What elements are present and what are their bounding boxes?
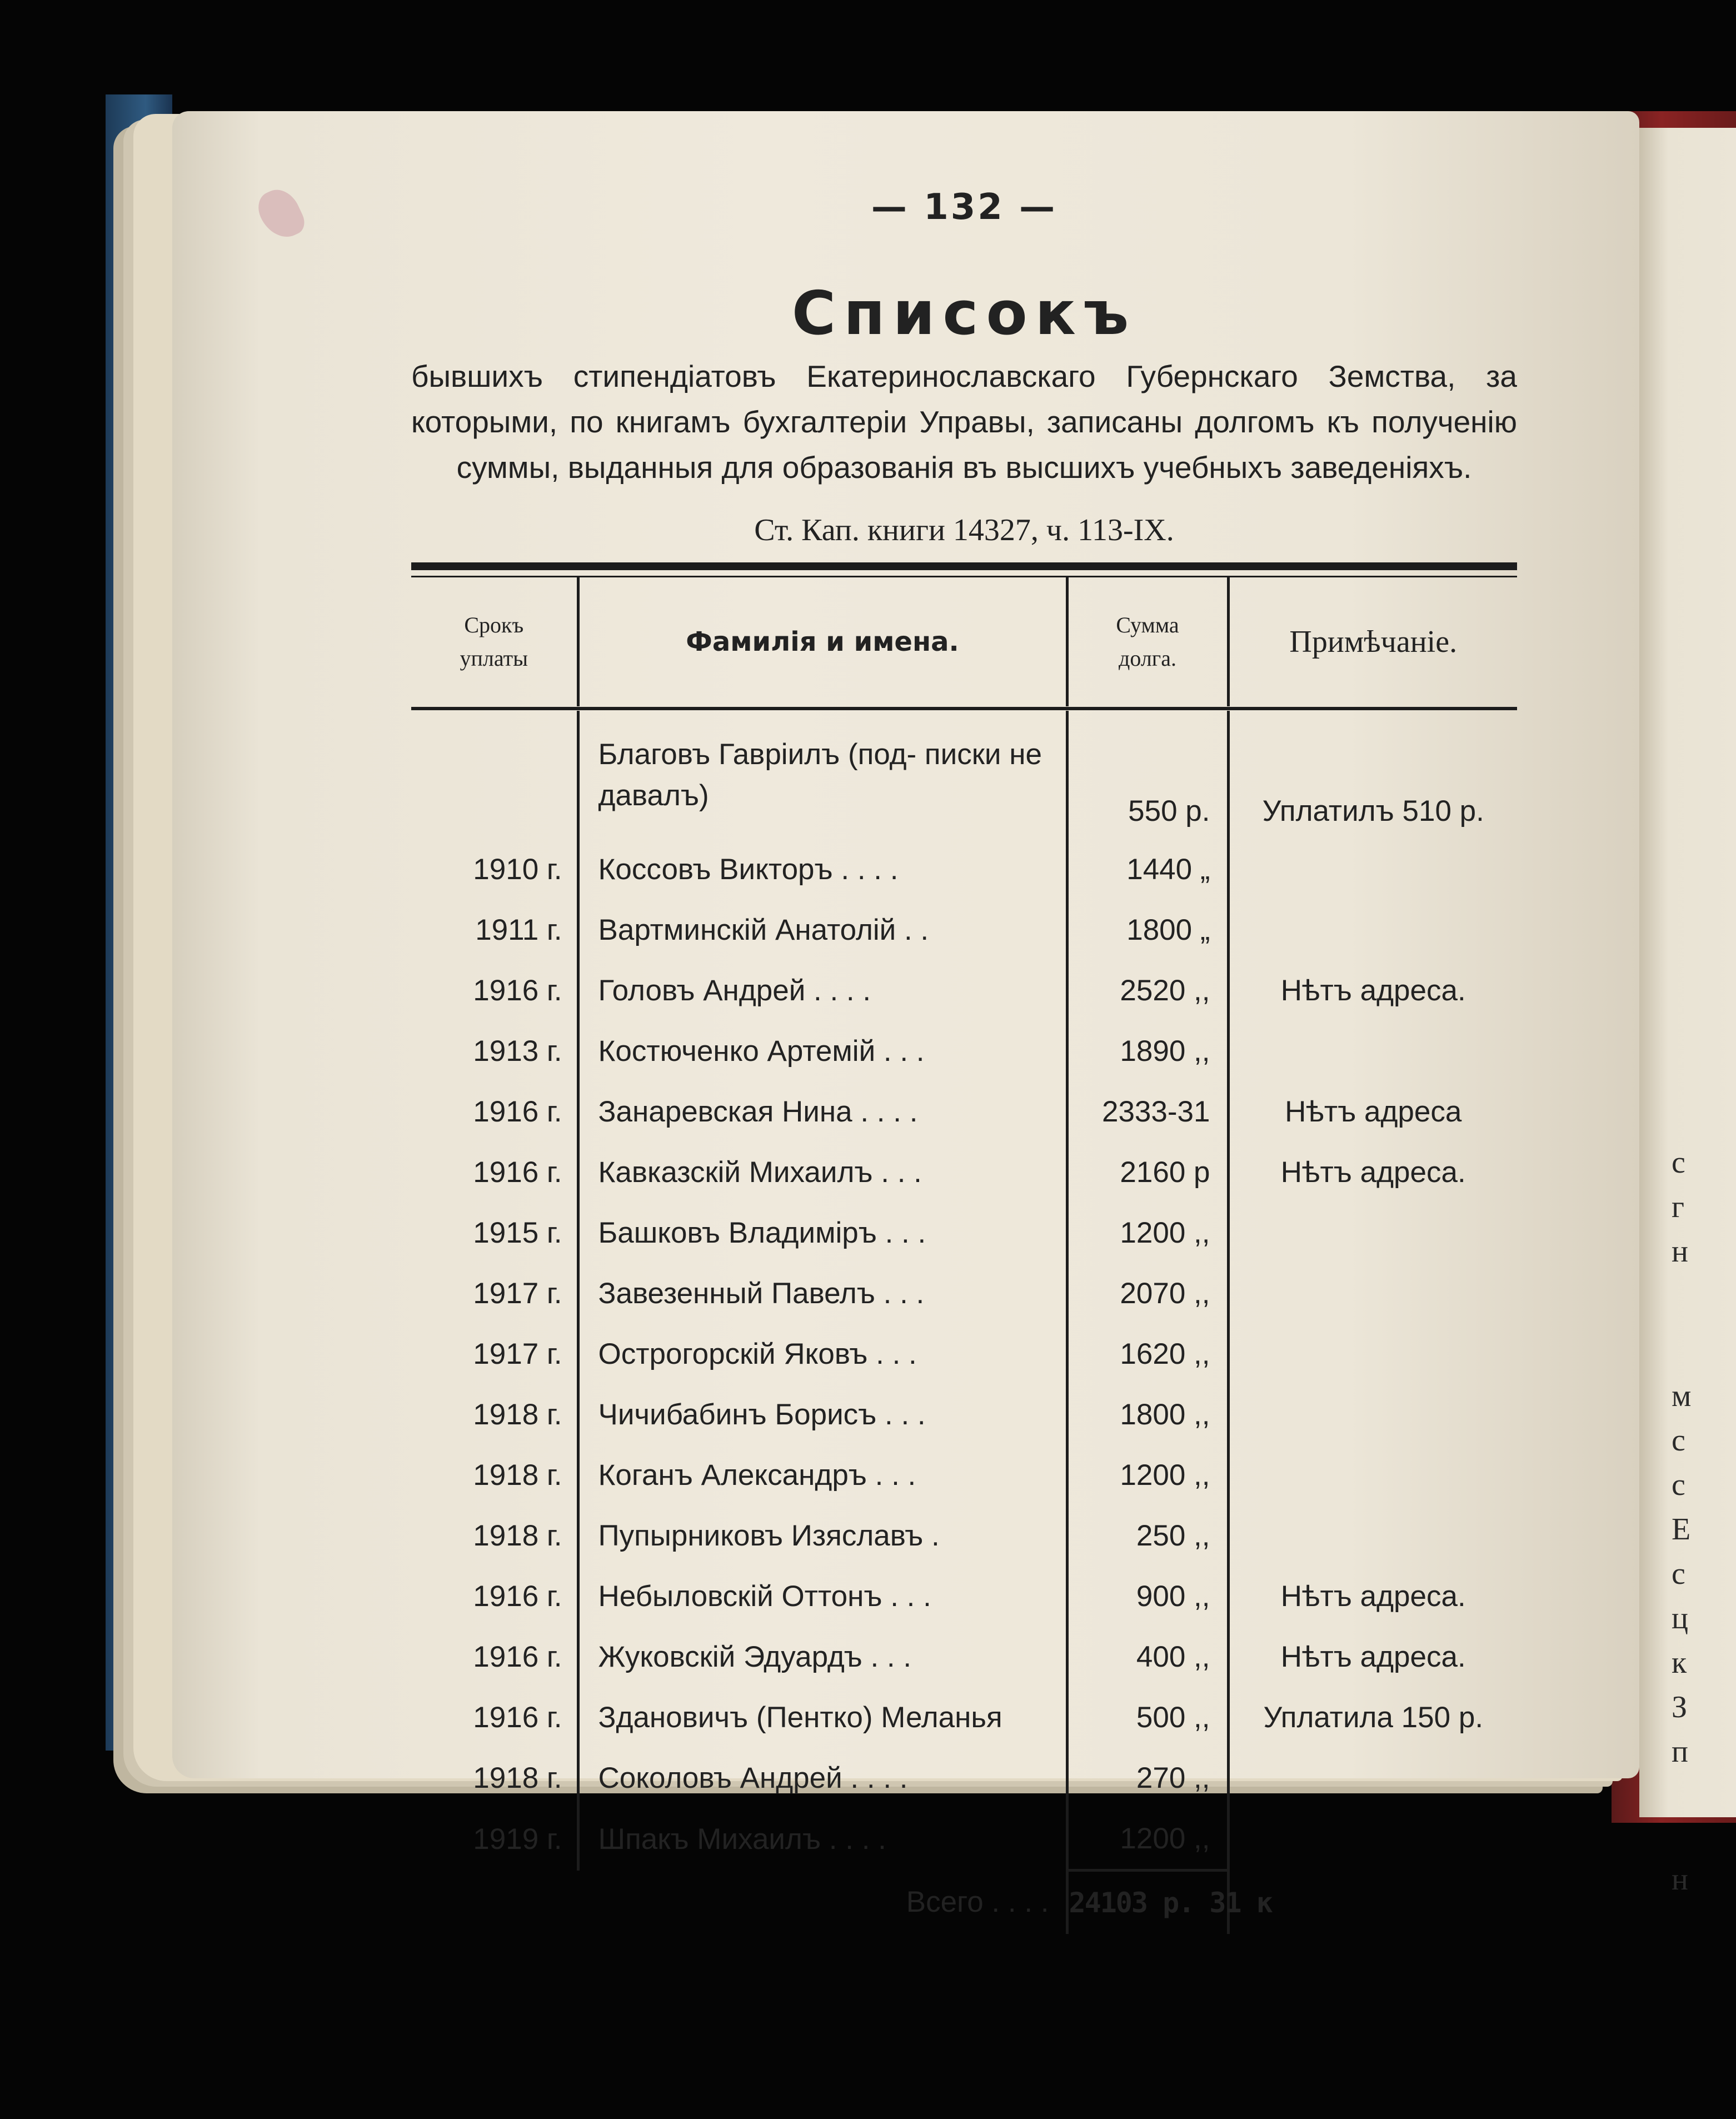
sum-cell: 900 ,, xyxy=(1067,1566,1228,1627)
year-cell: 1918 г. xyxy=(411,1748,578,1808)
sum-cell: 1800 „ xyxy=(1067,900,1228,960)
table-row xyxy=(411,900,1517,960)
sum-cell: 1200 ,, xyxy=(1067,1445,1228,1505)
table-row xyxy=(411,1445,1517,1505)
name-cell: Благовъ Гавріилъ (под- писки не давалъ) xyxy=(578,711,1067,839)
note-cell: Нѣтъ адреса. xyxy=(1280,1641,1466,1673)
year-cell: 1916 г. xyxy=(411,1566,578,1627)
name-cell: Костюченко Артемій . . . xyxy=(578,1021,1067,1081)
table-header-row xyxy=(411,577,1517,706)
name-cell: Жуковскій Эдуардъ . . . xyxy=(578,1627,1067,1687)
name-cell: Пупырниковъ Изяславъ . xyxy=(578,1505,1067,1566)
year-cell: 1910 г. xyxy=(411,839,578,900)
year-cell: 1911 г. xyxy=(411,900,578,960)
table-row xyxy=(411,1808,1517,1871)
name-cell: Соколовъ Андрей . . . . xyxy=(578,1748,1067,1808)
sum-cell: 2520 ,, xyxy=(1067,960,1228,1021)
note-cell xyxy=(1228,1324,1517,1384)
table-row xyxy=(411,1748,1517,1808)
name-cell: Занаревская Нина . . . . xyxy=(578,1081,1067,1142)
year-cell: 1918 г. xyxy=(411,1445,578,1505)
sum-cell: 500 ,, xyxy=(1067,1687,1228,1748)
table-row xyxy=(411,1263,1517,1324)
note-cell: Нѣтъ адреса. xyxy=(1280,1580,1466,1613)
sum-cell: 270 ,, xyxy=(1067,1748,1228,1808)
year-cell: 1916 г. xyxy=(411,1142,578,1203)
header-rule xyxy=(411,707,1517,710)
table-row xyxy=(411,839,1517,900)
note-cell: Уплатилъ 510 р. xyxy=(1262,795,1484,827)
note-cell xyxy=(1228,1505,1517,1566)
total-label: Всего . . . . xyxy=(906,1886,1049,1919)
year-cell: 1917 г. xyxy=(411,1263,578,1324)
header-note: Примѣчаніе. xyxy=(1289,625,1458,659)
table-row xyxy=(411,1505,1517,1566)
year-cell: 1919 г. xyxy=(411,1808,578,1871)
name-cell: Коганъ Александръ . . . xyxy=(578,1445,1067,1505)
name-cell: Коссовъ Викторъ . . . . xyxy=(578,839,1067,900)
table-row xyxy=(411,1324,1517,1384)
sum-cell: 2160 р xyxy=(1067,1142,1228,1203)
table-top-rule xyxy=(411,562,1517,570)
table-row xyxy=(411,1081,1517,1142)
table-row xyxy=(411,711,1517,839)
header-sum: Сумма долга. xyxy=(1067,577,1228,706)
name-cell: Чичибабинъ Борисъ . . . xyxy=(578,1384,1067,1445)
year-cell xyxy=(411,711,578,839)
name-cell: Кавказскій Михаилъ . . . xyxy=(578,1142,1067,1203)
year-cell: 1916 г. xyxy=(411,1687,578,1748)
debt-table xyxy=(411,577,1517,1934)
note-cell xyxy=(1228,900,1517,960)
sum-cell: 250 ,, xyxy=(1067,1505,1228,1566)
name-cell: Небыловскій Оттонъ . . . xyxy=(578,1566,1067,1627)
year-cell: 1918 г. xyxy=(411,1384,578,1445)
sum-cell: 1200 ,, xyxy=(1067,1808,1228,1871)
sum-cell: 1620 ,, xyxy=(1067,1324,1228,1384)
name-cell: Острогорскій Яковъ . . . xyxy=(578,1324,1067,1384)
name-cell: Завезенный Павелъ . . . xyxy=(578,1263,1067,1324)
name-cell: Башковъ Владиміръ . . . xyxy=(578,1203,1067,1263)
table-row xyxy=(411,1384,1517,1445)
page-content xyxy=(411,183,1517,1934)
note-cell xyxy=(1228,1021,1517,1081)
sum-cell: 550 р. xyxy=(1067,711,1228,839)
year-cell: 1916 г. xyxy=(411,960,578,1021)
table-row xyxy=(411,1021,1517,1081)
name-cell: Здановичъ (Пентко) Меланья xyxy=(578,1687,1067,1748)
table-row xyxy=(411,960,1517,1021)
sum-cell: 1800 ,, xyxy=(1067,1384,1228,1445)
note-cell xyxy=(1228,1203,1517,1263)
account-reference: Ст. Кап. книги 14327, ч. 113-IX. xyxy=(754,513,1174,547)
name-cell: Вартминскій Анатолій . . xyxy=(578,900,1067,960)
facing-page-edge: с г н м с с Е с ц к З п н xyxy=(1639,128,1736,1817)
name-cell: Головъ Андрей . . . . xyxy=(578,960,1067,1021)
sum-cell: 2070 ,, xyxy=(1067,1263,1228,1324)
note-cell: Уплатила 150 р. xyxy=(1263,1701,1484,1734)
year-cell: 1916 г. xyxy=(411,1081,578,1142)
note-cell: Нѣтъ адреса. xyxy=(1280,1156,1466,1189)
page-subtitle: бывшихъ стипендіатовъ Екатеринославскаго Губернскаго Земства, за которыми, по книгамъ бухгалтеріи Управы, записаны долгомъ къ полученію суммы, выданныя для образованія въ высшихъ учебныхъ заведеніяхъ. xyxy=(411,359,1517,485)
total-sum: 24103 р. 31 к xyxy=(1067,1871,1228,1934)
note-cell xyxy=(1228,1445,1517,1505)
year-cell: 1915 г. xyxy=(411,1203,578,1263)
table-row xyxy=(411,1627,1517,1687)
note-cell xyxy=(1228,1384,1517,1445)
sum-cell: 400 ,, xyxy=(1067,1627,1228,1687)
header-name: Фамилія и имена. xyxy=(578,577,1067,706)
table-row xyxy=(411,1566,1517,1627)
sum-cell: 1890 ,, xyxy=(1067,1021,1228,1081)
note-cell xyxy=(1228,1263,1517,1324)
table-row xyxy=(411,1687,1517,1748)
year-cell: 1913 г. xyxy=(411,1021,578,1081)
table-row xyxy=(411,1203,1517,1263)
table-row xyxy=(411,1142,1517,1203)
sum-cell: 2333-31 xyxy=(1067,1081,1228,1142)
header-year: Срокъ уплаты xyxy=(411,577,578,706)
year-cell: 1918 г. xyxy=(411,1505,578,1566)
page-number: — 132 — xyxy=(871,187,1057,228)
page-title: Списокъ xyxy=(791,279,1137,348)
total-row xyxy=(411,1871,1517,1934)
year-cell: 1916 г. xyxy=(411,1627,578,1687)
note-cell xyxy=(1228,1748,1517,1808)
note-cell: Нѣтъ адреса xyxy=(1285,1095,1462,1128)
name-cell: Шпакъ Михаилъ . . . . xyxy=(578,1808,1067,1871)
note-cell xyxy=(1228,839,1517,900)
year-cell: 1917 г. xyxy=(411,1324,578,1384)
note-cell: Нѣтъ адреса. xyxy=(1280,974,1466,1007)
sum-cell: 1200 ,, xyxy=(1067,1203,1228,1263)
sum-cell: 1440 „ xyxy=(1067,839,1228,900)
note-cell xyxy=(1228,1808,1517,1871)
table-body xyxy=(411,711,1517,1934)
